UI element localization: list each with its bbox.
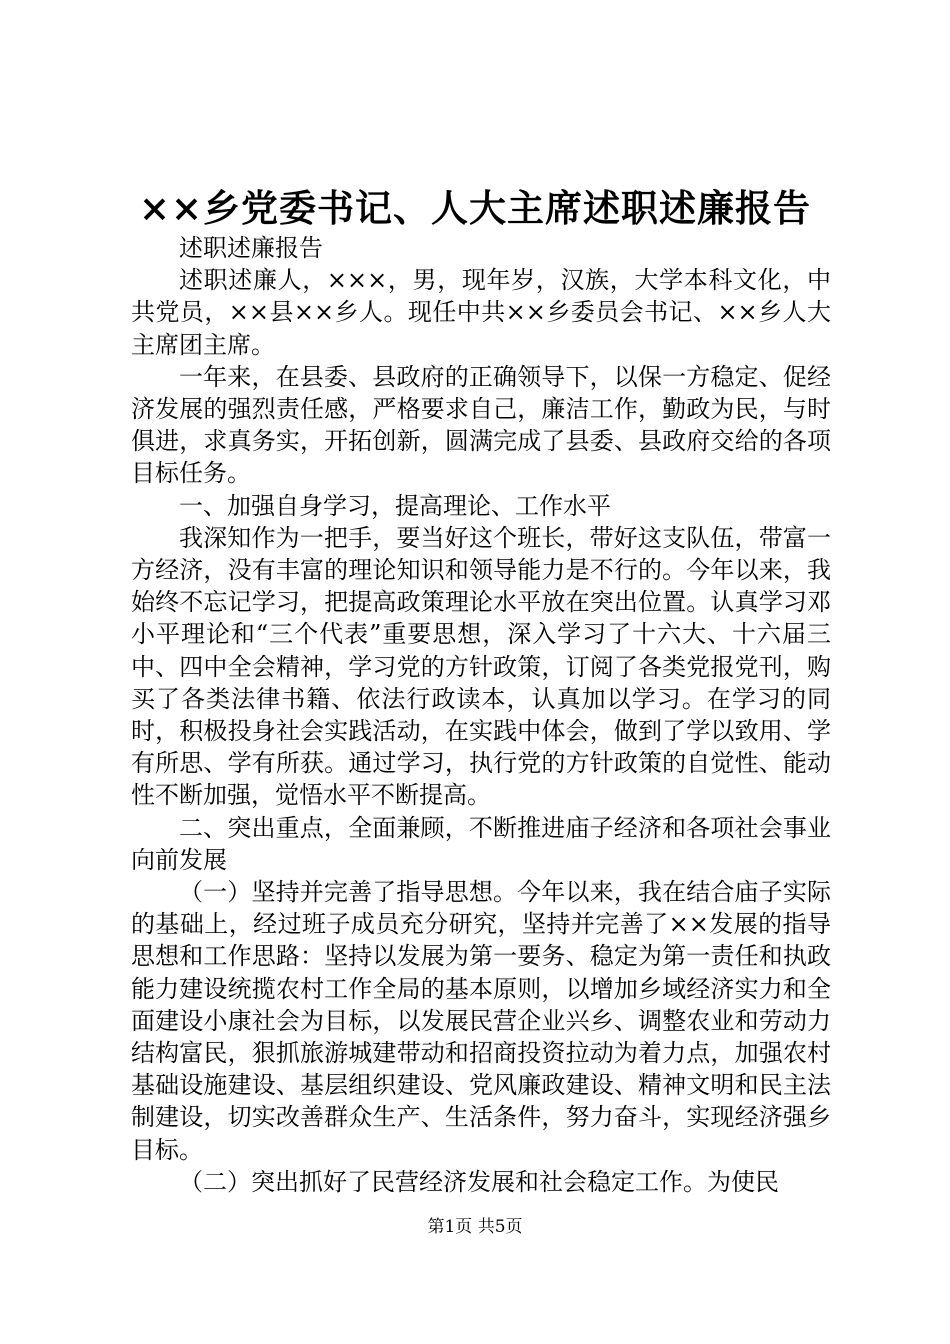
section-heading-1: 一、加强自身学习，提高理论、工作水平	[179, 491, 611, 520]
paragraph-intro: 述职述廉人，×××，男，现年岁，汉族，大学本科文化，中共党员，××县××乡人。现任中共××乡委员会书记、××乡人大主席团主席。	[131, 266, 831, 359]
paragraph-private-economy: （二）突出抓好了民营经济发展和社会稳定工作。为使民	[179, 1167, 779, 1196]
document-title: ××乡党委书记、人大主席述职述廉报告	[138, 186, 811, 230]
paragraph-subtitle: 述职述廉报告	[179, 234, 323, 262]
section-heading-2: 二、突出重点，全面兼顾，不断推进庙子经济和各项社会事业向前发展	[131, 813, 831, 874]
paragraph-guiding-thought: （一）坚持并完善了指导思想。今年以来，我在结合庙子实际的基础上，经过班子成员充分研究，坚持并完善了××发展的指导思想和工作思路：坚持以发展为第一要务、稳定为第一责任和执政能力建设统揽农村工作全局的基本原则，以增加乡域经济实力和全面建设小康社会为目标，以发展民营企业兴乡、调整农业和劳动力结构富民，狠抓旅游城建带动和招商投资拉动为着力点，加强农村基础设施建设、基层组织建设、党风廉政建设、精神文明和民主法制建设，切实改善群众生产、生活条件，努力奋斗，实现经济强乡目标。	[131, 878, 831, 1164]
page-number-footer: 第1页 共5页	[427, 1217, 523, 1237]
paragraph-study: 我深知作为一把手，要当好这个班长，带好这支队伍，带富一方经济，没有丰富的理论知识和领导能力是不行的。今年以来，我始终不忘记学习，把提高政策理论水平放在突出位置。认真学习邓小平理论和“三个代表”重要思想，深入学习了十六大、十六届三中、四中全会精神，学习党的方针政策，订阅了各类党报党刊，购买了各类法律书籍、依法行政读本，认真加以学习。在学习的同时，积极投身社会实践活动，在实践中体会，做到了学以致用、学有所思、学有所获。通过学习，执行党的方针政策的自觉性、能动性不断加强，觉悟水平不断提高。	[131, 523, 831, 810]
document-body	[131, 232, 831, 1198]
paragraph-summary: 一年来，在县委、县政府的正确领导下，以保一方稳定、促经济发展的强烈责任感，严格要求自己，廉洁工作，勤政为民，与时俱进，求真务实，开拓创新，圆满完成了县委、县政府交给的各项目标任务。	[131, 362, 831, 488]
